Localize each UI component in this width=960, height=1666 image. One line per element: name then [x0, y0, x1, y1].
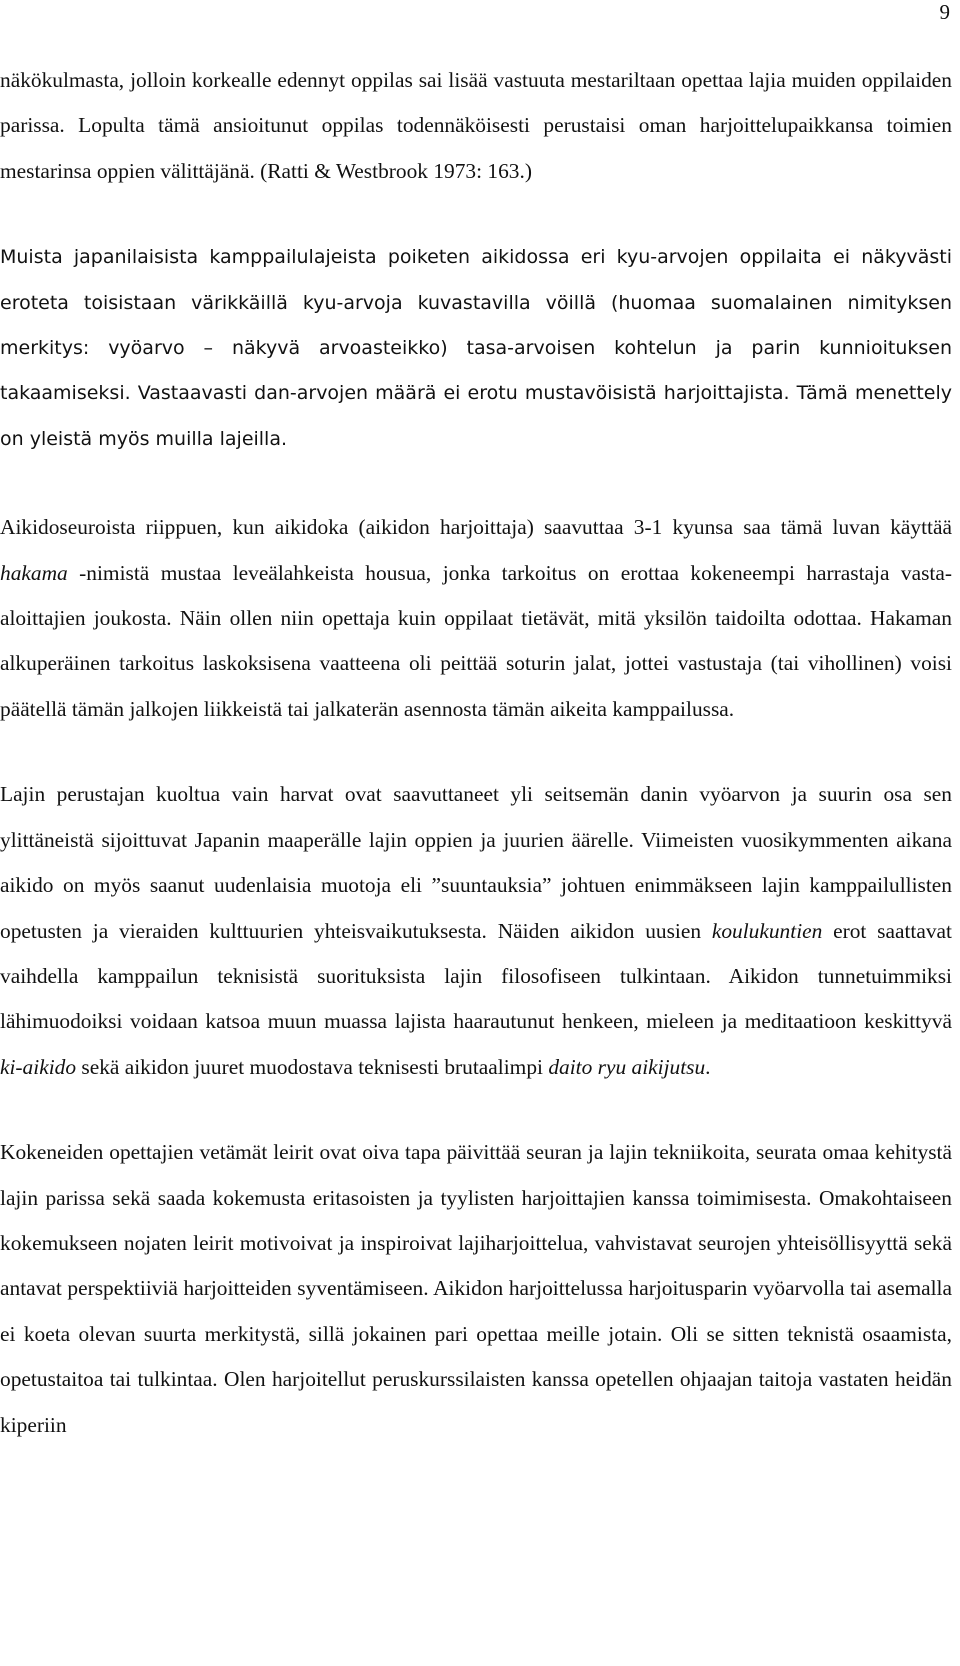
paragraph-4-text-b: erot saattavat vaihdella kamppailun teknisistä suorituksista lajin filosofiseen tulkintaan. Aikidon tunnetuimmiksi lähimuodoiksi voidaan katsoa muun muassa lajista haarautunut henkeen, mieleen ja meditaatioon keskittyvä [0, 918, 952, 1034]
term-daito-ryu-aikijutsu: daito ryu aikijutsu [548, 1054, 706, 1079]
page-number: 9 [939, 0, 950, 24]
term-koulukuntien: koulukuntien [711, 918, 823, 943]
paragraph-1: näkökulmasta, jolloin korkealle edennyt oppilas sai lisää vastuuta mestariltaan opettaa lajia muiden oppilaiden parissa. Lopulta tämä ansioitunut oppilas todennäköisesti perustaisi oman harjoittelupaikkansa toimien mestarinsa oppien välittäjänä. (Ratti & Westbrook 1973: 163.) [0, 68, 952, 183]
paragraph-5: Kokeneiden opettajien vetämät leirit ovat oiva tapa päivittää seuran ja lajin tekniikoita, seurata omaa kehitystä lajin parissa sekä saada kokemusta eritasoisten ja tyylisten harjoittajien kanssa toimimisesta. Omakohtaiseen kokemukseen nojaten leirit motivoivat ja inspiroivat lajiharjoittelua, vahvistavat seurojen yhteisöllisyyttä sekä antavat perspektiiviä harjoitteiden syventämiseen. Aikidon harjoittelussa harjoitusparin vyöarvolla tai asemalla ei koeta olevan suurta merkitystä, sillä jokainen pari opettaa meille jotain. Oli se sitten teknistä osaamista, opetustaitoa tai tulkintaa. Olen harjoitellut peruskurssilaisten kanssa opetellen ohjaajan taitoja vastaten heidän kiperiin [0, 1140, 952, 1437]
paragraph-3-text-b: -nimistä mustaa leveälahkeista housua, jonka tarkoitus on erottaa kokeneempi harrastaja vasta-aloittajien joukosta. Näin ollen niin opettaja kuin oppilaat tietävät, mitä yksilön taidoilta odottaa. Hakaman alkuperäinen tarkoitus laskoksisena vaatteena oli peittää soturin jalat, jottei vastustaja (tai vihollinen) voisi päätellä tämän jalkojen liikkeistä tai jalkaterän asennosta tämän aikeita kamppailussa. [0, 560, 952, 721]
body-text [0, 58, 952, 1491]
term-ki-aikido: ki-aikido [0, 1054, 77, 1079]
paragraph-3 [0, 505, 952, 732]
paragraph-4-text-c: sekä aikidon juuret muodostava teknisesti brutaalimpi [76, 1054, 549, 1079]
paragraph-3-text-a: Aikidoseuroista riippuen, kun aikidoka (aikidon harjoittaja) saavuttaa 3-1 kyunsa saa tämä luvan käyttää [0, 515, 952, 540]
paragraph-4-text-a: Lajin perustajan kuoltua vain harvat ovat saavuttaneet yli seitsemän danin vyöarvon ja suurin osa sen ylittäneistä sijoittuvat Japanin maaperälle lajin oppien ja juurien äärelle. Viimeisten vuosikymmenten aikana aikido on myös saanut uudenlaisia muotoja eli ”suuntauksia” johtuen enimmäkseen lajin kamppailullisten opetusten ja vieraiden kulttuurien yhteisvaikutuksesta. Näiden aikidon uusien [0, 782, 952, 943]
term-hakama: hakama [0, 560, 68, 585]
paragraph-4 [0, 772, 952, 1090]
paragraph-2: Muista japanilaisista kamppailulajeista poiketen aikidossa eri kyu-arvojen oppilaita ei näkyvästi eroteta toisistaan värikkäillä kyu-arvoja kuvastavilla vöillä (huomaa suomalainen nimityksen merkitys: vyöarvo – näkyvä arvoasteikko) tasa-arvoisen kohtelun ja parin kunnioituksen takaamiseksi. Vastaavasti dan-arvojen määrä ei erotu mustavöisistä harjoittajista. Tämä menettely on yleistä myös muilla lajeilla. [0, 246, 952, 450]
paragraph-4-text-d: . [705, 1054, 711, 1079]
